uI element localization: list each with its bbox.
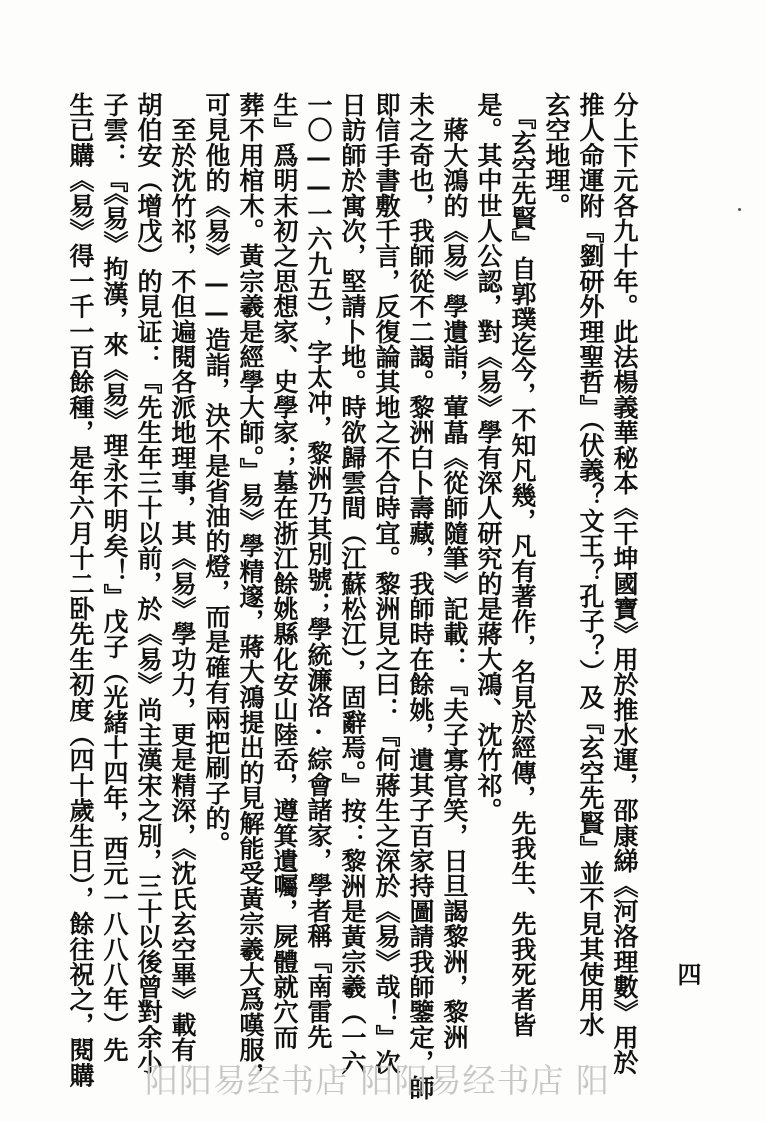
text-column: 即信手書敷千言，反復論其地之不合時宜。黎洲見之曰：『何蔣生之深於《易》哉！』次 bbox=[372, 92, 401, 1075]
text-column: 蔣大鴻的《易》學遺詣，葷蕌《從師隨筆》記載：『夫子寡官笑，日旦謁黎洲，黎洲 bbox=[440, 92, 469, 1050]
text-column: 『玄空先賢』自郭璞迄今，不知凡幾，凡有著作，名見於經傳，先我生、先我死者皆 bbox=[508, 92, 537, 1038]
page-number: 四 bbox=[673, 962, 702, 986]
text-column: 葬不用棺木。黃宗羲是經學大師。』易》學精邃，蔣大鴻提出的見解能受黃宗羲大爲嘆服， bbox=[236, 92, 265, 1088]
text-column: 子雲：『《易》拘漢，來《易》理永不明矣！』戊子（光緒十四年，西元一八八八年）先 bbox=[100, 92, 129, 1063]
text-column: 可見他的《易》——造詣，決不是省油的燈，而是確有兩把刷子的。 bbox=[202, 92, 231, 856]
text-column: 生』爲明末初之思想家、史學家；墓在浙江餘姚縣化安山陸岙，遵箕遺囑，屍體就穴而 bbox=[270, 92, 299, 1050]
text-column: 日訪師於寓次，堅請卜地。時欲歸雲間（江蘇松江），固辭焉。』按：黎洲是黃宗羲（一六 bbox=[338, 92, 367, 1075]
print-speck bbox=[738, 208, 741, 211]
text-column: 玄空地理。 bbox=[542, 92, 571, 218]
text-column: 是。其中世人公認，對《易》學有深人研究的是蔣大鴻、沈竹祁。 bbox=[474, 92, 503, 823]
watermark: 阳阳易经书店 阳阳易经书店 阳 bbox=[145, 1061, 610, 1100]
text-column: 一〇——一六九五），字太冲，黎洲乃其別號；學統濂洛·綜會諸家，學者稱『南雷先 bbox=[304, 92, 333, 1050]
text-column: 分上下元各九十年。此法楊義華秘本《干坤國寶》用於推水運，邵康綈《河洛理數》用於 bbox=[610, 92, 639, 1075]
text-column: 至於沈竹祁，不但遍閱各派地理事，其《易》學功力，更是精深，《沈氏玄空畢》載有 bbox=[168, 92, 197, 1063]
text-column: 胡伯安（增戊）的見证：『先生年三十以前，於《易》尚主漢宋之別，三十以後曾對余小 bbox=[134, 92, 163, 1075]
text-column: 推人命運附『劉研外理聖哲』（伏義？文王？孔子？）及『玄空先賢』並不見其使用水 bbox=[576, 92, 605, 1038]
text-column: 未之奇也，我師從不二謁。黎洲白卜壽藏，我師時在餘姚，遺其子百家持圖請我師鑒定，師 bbox=[406, 92, 435, 1100]
text-column: 生已購《易》得一千一百餘種，是年六月十二卧先生初度（四十歲生日），餘往祝之，閱購 bbox=[66, 92, 95, 1088]
